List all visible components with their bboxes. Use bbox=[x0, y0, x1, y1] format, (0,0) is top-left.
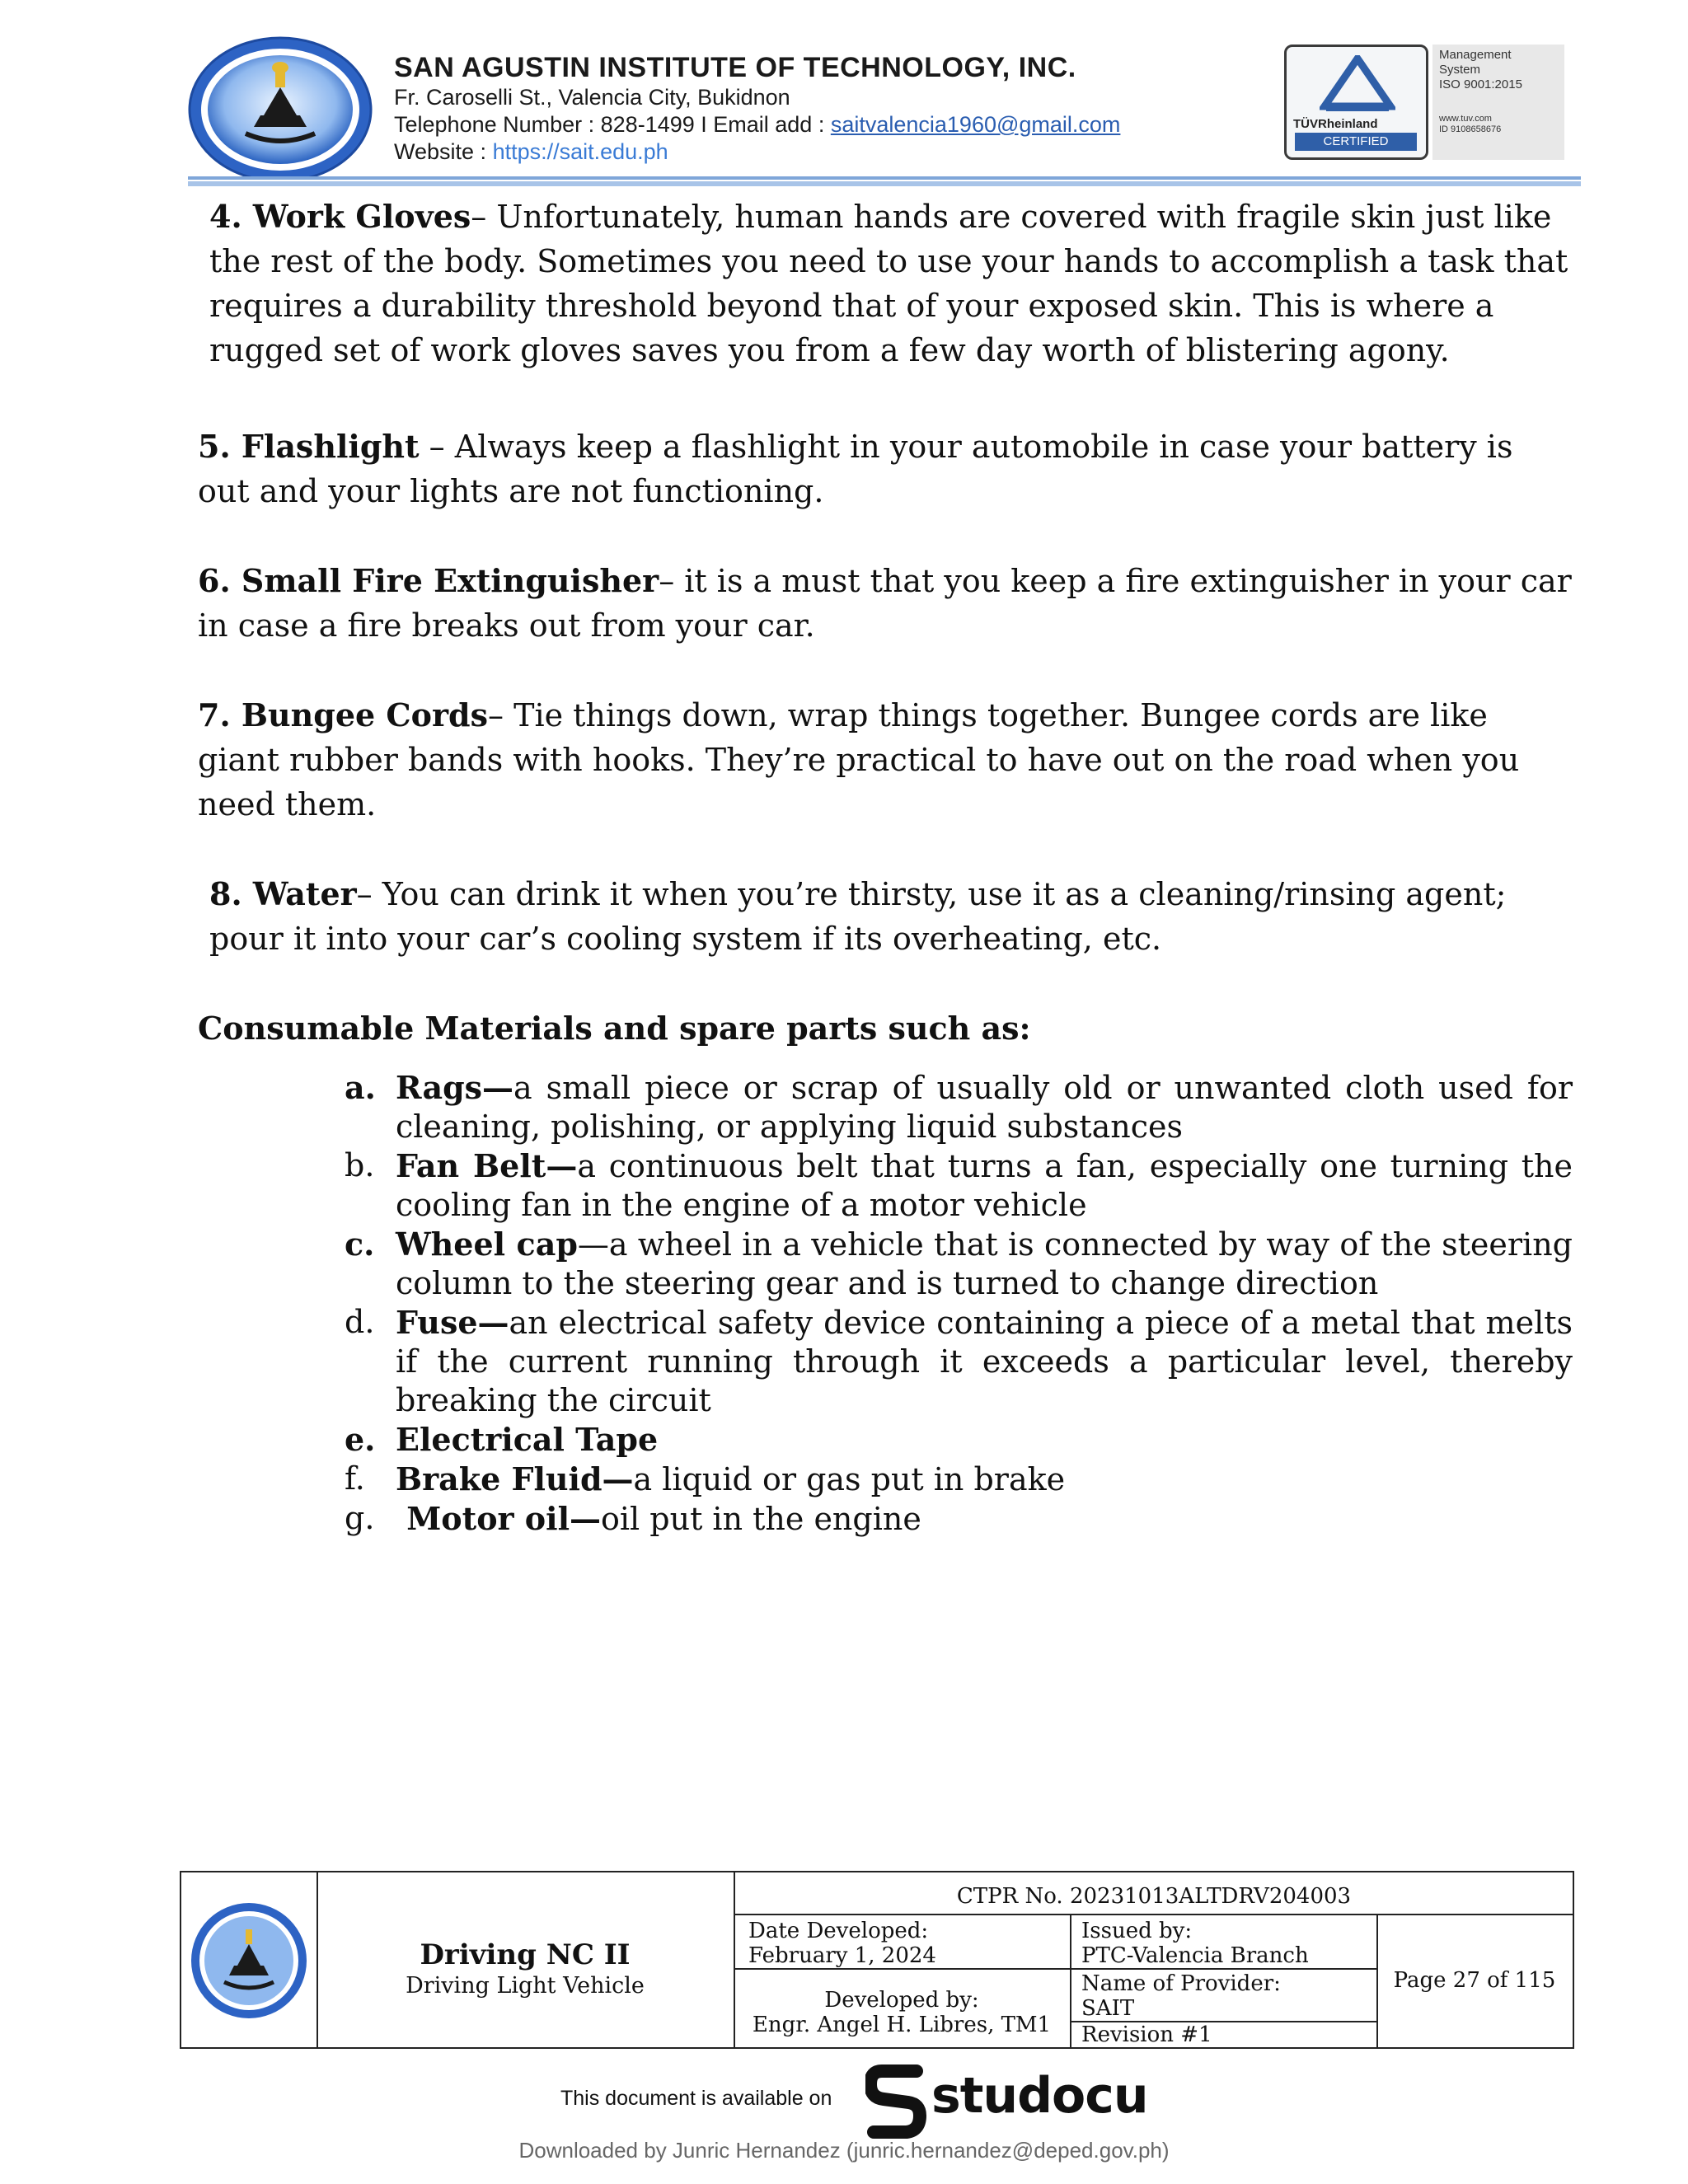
cert-brand: TÜVRheinland bbox=[1293, 117, 1378, 131]
developed-by-label: Developed by: bbox=[824, 1988, 979, 2013]
list-item bbox=[345, 1460, 1573, 1499]
cert-side-3: ISO 9001:2015 bbox=[1439, 77, 1522, 91]
cert-side-2: System bbox=[1439, 63, 1481, 77]
list-term: Wheel cap bbox=[396, 1226, 578, 1263]
list-marker: c. bbox=[345, 1226, 375, 1263]
tuv-badge bbox=[1284, 45, 1428, 160]
institution-website bbox=[394, 138, 1120, 166]
tuv-triangle-icon bbox=[1320, 55, 1395, 113]
consumables-list bbox=[345, 1068, 1573, 1539]
telephone-text: Telephone Number : 828-1499 I Email add : bbox=[394, 112, 831, 137]
issued-by-value: PTC-Valencia Branch bbox=[1081, 1943, 1309, 1968]
list-term: Rags— bbox=[396, 1069, 514, 1106]
developed-by-value: Engr. Angel H. Libres, TM1 bbox=[752, 2013, 1052, 2037]
email-link[interactable]: saitvalencia1960@gmail.com bbox=[830, 112, 1121, 137]
website-link[interactable]: https://sait.edu.ph bbox=[492, 139, 668, 164]
section-heading: Consumable Materials and spare parts such as: bbox=[198, 1010, 1031, 1047]
document-footer-table bbox=[180, 1871, 1574, 2049]
list-desc: —a wheel in a vehicle that is connected by way of the steering column to the steering gear and is turned to change direction bbox=[396, 1226, 1573, 1301]
list-marker: a. bbox=[345, 1069, 376, 1106]
list-marker: e. bbox=[345, 1421, 376, 1458]
page-number: Page 27 of 115 bbox=[1393, 1968, 1556, 1993]
header-divider bbox=[188, 176, 1581, 186]
availability-note: This document is available on bbox=[560, 2087, 832, 2110]
ctpr-number: CTPR No. 20231013ALTDRV204003 bbox=[956, 1884, 1352, 1909]
document-header bbox=[188, 36, 1581, 185]
cert-details bbox=[1432, 45, 1564, 160]
cert-side-4: www.tuv.com bbox=[1439, 114, 1492, 124]
list-marker: g. bbox=[345, 1500, 375, 1536]
paragraph-flashlight bbox=[198, 424, 1573, 513]
list-item bbox=[345, 1146, 1573, 1225]
studocu-logo-icon bbox=[865, 2064, 930, 2139]
paragraph-title: 7. Bungee Cords bbox=[198, 696, 489, 733]
paragraph-text: – Tie things down, wrap things together. Bungee cords are like giant rubber bands with hooks. They’re practical to have out on the road when you need them. bbox=[198, 697, 1520, 823]
paragraph-work-gloves bbox=[198, 194, 1573, 373]
list-item bbox=[345, 1499, 1573, 1539]
paragraph-water bbox=[198, 872, 1573, 961]
list-desc: a small piece or scrap of usually old or unwanted cloth used for cleaning, polishing, or applying liquid substances bbox=[396, 1070, 1573, 1145]
sait-seal-icon bbox=[188, 36, 373, 183]
list-item bbox=[345, 1068, 1573, 1146]
date-developed-value: February 1, 2024 bbox=[748, 1943, 936, 1968]
list-desc: a continuous belt that turns a fan, especially one turning the cooling fan in the engine of a motor vehicle bbox=[396, 1148, 1573, 1223]
issued-by-label: Issued by: bbox=[1081, 1919, 1193, 1943]
course-subtitle: Driving Light Vehicle bbox=[406, 1973, 645, 1999]
paragraph-fire-extinguisher bbox=[198, 559, 1573, 648]
list-item bbox=[345, 1303, 1573, 1420]
list-term: Motor oil— bbox=[396, 1500, 602, 1537]
provider-value: SAIT bbox=[1081, 1996, 1135, 2021]
list-term: Fuse— bbox=[396, 1304, 509, 1341]
list-marker: f. bbox=[345, 1460, 365, 1497]
list-term: Electrical Tape bbox=[396, 1421, 659, 1458]
paragraph-bungee-cords bbox=[198, 693, 1573, 827]
cert-side-1: Management bbox=[1439, 48, 1512, 62]
institution-name: SAN AGUSTIN INSTITUTE OF TECHNOLOGY, INC. bbox=[394, 52, 1076, 83]
list-marker: b. bbox=[345, 1147, 375, 1183]
sait-seal-icon bbox=[190, 1901, 308, 2020]
list-term: Brake Fluid— bbox=[396, 1460, 634, 1497]
provider-label: Name of Provider: bbox=[1081, 1971, 1281, 1996]
document-body bbox=[198, 194, 1573, 1051]
consumables-heading bbox=[198, 1006, 1573, 1051]
website-label: Website : bbox=[394, 139, 493, 164]
revision-number: Revision #1 bbox=[1081, 2022, 1212, 2047]
paragraph-text: – You can drink it when you’re thirsty, use it as a cleaning/rinsing agent; pour it into your car’s cooling system if its overheating, etc. bbox=[209, 876, 1507, 957]
paragraph-title: 5. Flashlight bbox=[198, 428, 420, 465]
studocu-wordmark[interactable]: studocu bbox=[931, 2067, 1148, 2125]
list-desc: an electrical safety device containing a piece of a metal that melts if the current running through it exceeds a particular level, thereby breaking the circuit bbox=[396, 1305, 1573, 1418]
cert-side-5: ID 9108658676 bbox=[1439, 124, 1502, 134]
list-item bbox=[345, 1420, 1573, 1460]
institution-contact bbox=[394, 111, 1120, 138]
institution-address: Fr. Caroselli St., Valencia City, Bukidnon bbox=[394, 85, 790, 110]
course-title: Driving NC II bbox=[420, 1938, 631, 1971]
cert-label: CERTIFIED bbox=[1295, 133, 1417, 151]
paragraph-title: 4. Work Gloves bbox=[209, 198, 471, 235]
list-desc: oil put in the engine bbox=[601, 1501, 921, 1537]
download-attribution: Downloaded by Junric Hernandez (junric.hernandez@deped.gov.ph) bbox=[518, 2138, 1170, 2163]
paragraph-text: – Always keep a flashlight in your automobile in case your battery is out and your lights are not functioning. bbox=[198, 429, 1513, 509]
list-item bbox=[345, 1225, 1573, 1303]
paragraph-title: 8. Water bbox=[209, 875, 357, 912]
list-marker: d. bbox=[345, 1304, 375, 1340]
paragraph-text: – it is a must that you keep a fire extinguisher in your car in case a fire breaks out from your car. bbox=[198, 563, 1572, 644]
paragraph-title: 6. Small Fire Extinguisher bbox=[198, 562, 659, 599]
list-desc: a liquid or gas put in brake bbox=[633, 1461, 1066, 1497]
date-developed-label: Date Developed: bbox=[748, 1919, 929, 1943]
paragraph-text: – Unfortunately, human hands are covered with fragile skin just like the rest of the body. Sometimes you need to use your hands to accomplish a task that requires a durability threshold beyond that of your exposed skin. This is where a rugged set of work gloves saves you from a few day worth of blistering agony. bbox=[209, 199, 1568, 368]
list-term: Fan Belt— bbox=[396, 1147, 578, 1184]
iso-certification-badge bbox=[1284, 45, 1581, 160]
